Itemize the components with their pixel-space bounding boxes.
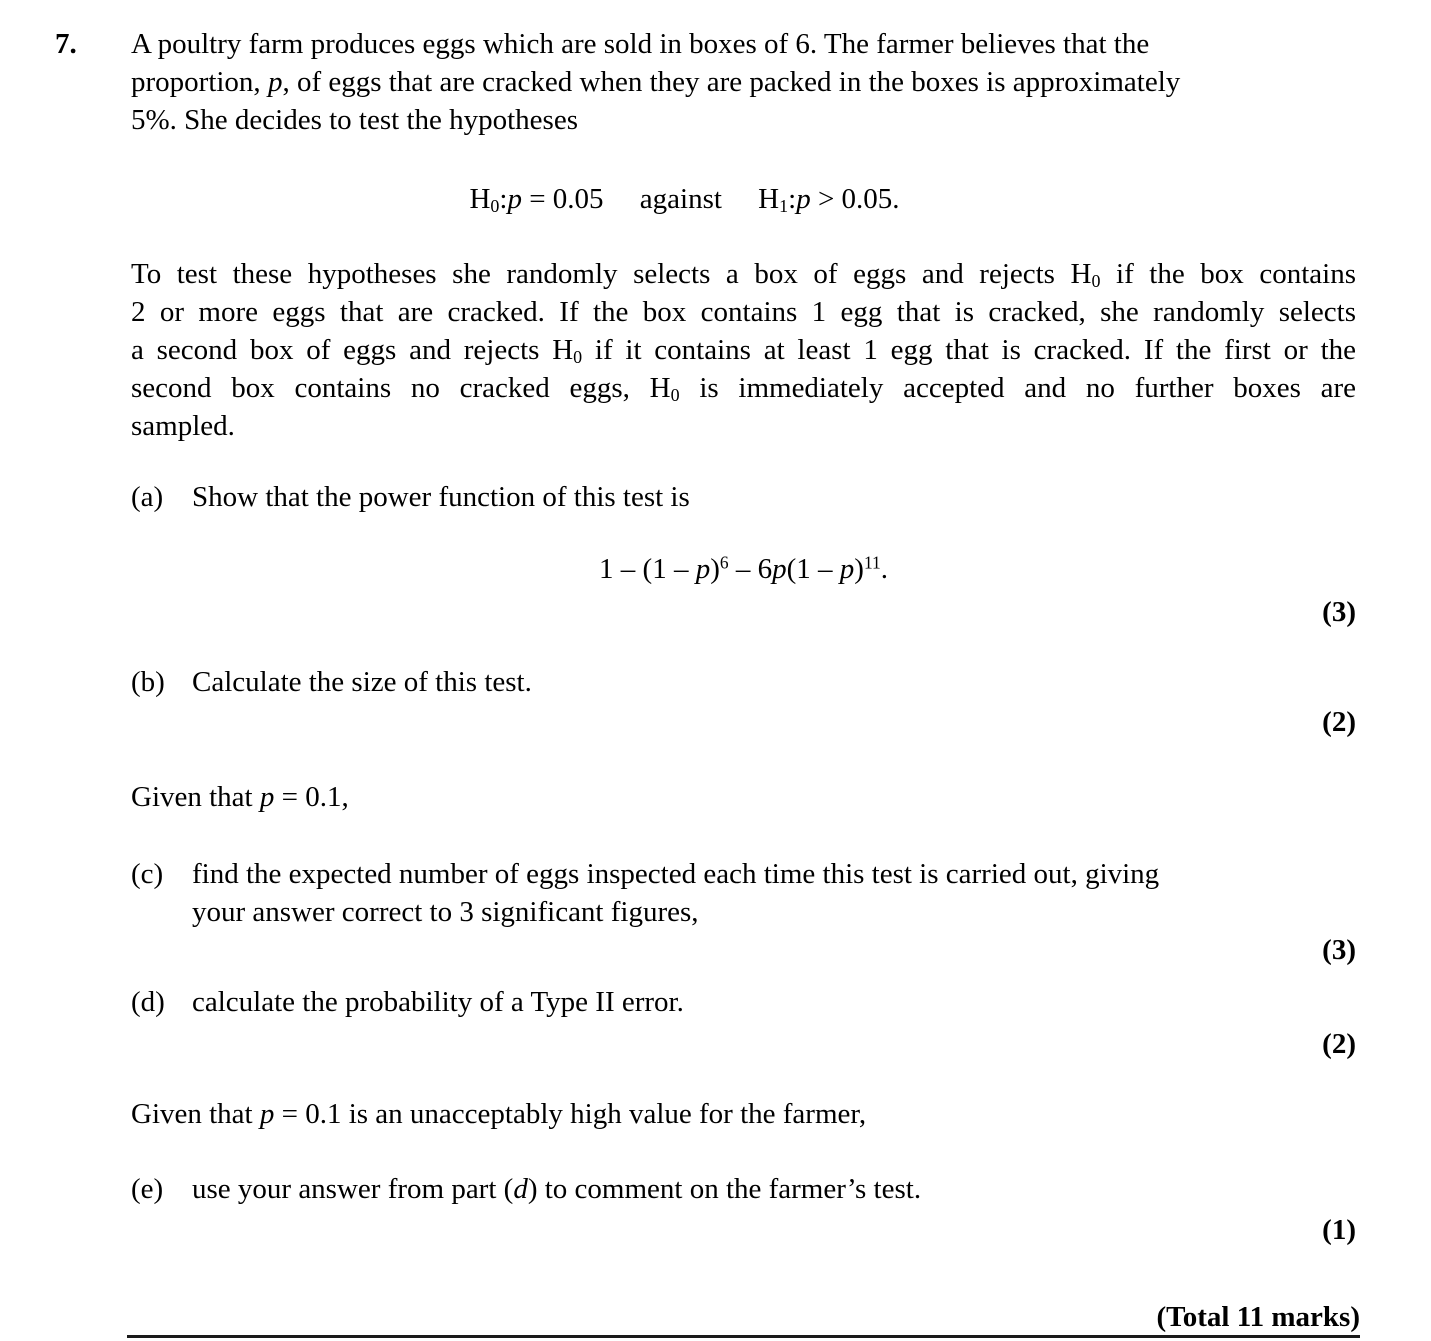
description-line: 2 or more eggs that are cracked. If the box contains 1 egg that is cracked, she randomly selects [131, 296, 1356, 328]
question-number: 7. [55, 28, 77, 60]
part-a [131, 478, 1356, 631]
description-line: second box contains no cracked eggs, $H_0$ is immediately accepted and no further boxes are [131, 372, 1357, 405]
part-c [131, 855, 1356, 969]
part-d-label: (d) [131, 986, 165, 1018]
part-d [131, 983, 1356, 1063]
part-a-label: (a) [131, 481, 164, 513]
test-description-paragraph [131, 255, 1356, 445]
part-d-question [131, 983, 1356, 1021]
given-statement-p: Given that p = 0.1, [131, 781, 349, 813]
part-d-text: calculate the probability of a Type II error. [192, 986, 684, 1018]
part-e-marks: (1) [1322, 1214, 1356, 1246]
part-b-text: Calculate the size of this test. [192, 666, 532, 698]
part-e-text: use your answer from part (d) to comment on the farmer’s test. [192, 1173, 922, 1205]
description-line: a second box of eggs and rejects $H_0$ if it contains at least 1 egg that is cracked. If the first or the [131, 334, 1356, 367]
part-c-question [131, 855, 1356, 931]
part-b-label: (b) [131, 666, 165, 698]
intro-paragraph: A poultry farm produces eggs which are sold in boxes of 6. The farmer believes that the proportion, p, of eggs that are cracked when they are packed in the boxes is approximately 5%. She decides to test the hypotheses [131, 28, 1181, 136]
part-b-marks: (2) [1322, 706, 1356, 738]
part-b-question [131, 663, 1356, 701]
part-e-label: (e) [131, 1173, 164, 1205]
part-c-marks: (3) [1322, 934, 1356, 966]
part-e-question [131, 1170, 1356, 1208]
part-c-label: (c) [131, 858, 164, 890]
given-statement-p-high: Given that p = 0.1 is an unacceptably high value for the farmer, [131, 1098, 867, 1130]
part-d-marks: (2) [1322, 1028, 1356, 1060]
description-line: To test these hypotheses she randomly selects a box of eggs and rejects $H_0$ if the box contains [131, 258, 1356, 291]
total-marks: (Total 11 marks) [127, 1301, 1360, 1338]
hypotheses-line: $H_0:p = 0.05$ against $H_1:p > 0.05$. [469, 183, 900, 216]
part-a-text: Show that the power function of this test is [192, 481, 690, 513]
description-line: sampled. [131, 410, 235, 442]
part-e [131, 1170, 1356, 1249]
part-a-marks: (3) [1322, 596, 1356, 628]
question-content [131, 25, 1360, 1338]
part-c-text: find the expected number of eggs inspected each time this test is carried out, giving your answer correct to 3 significant figures, [192, 858, 1160, 928]
part-a-question [131, 478, 1356, 516]
part-b [131, 663, 1356, 741]
power-function-formula: 1 – (1 – p)$^6$ – 6p(1 – p)$^{11}$. [599, 552, 888, 585]
